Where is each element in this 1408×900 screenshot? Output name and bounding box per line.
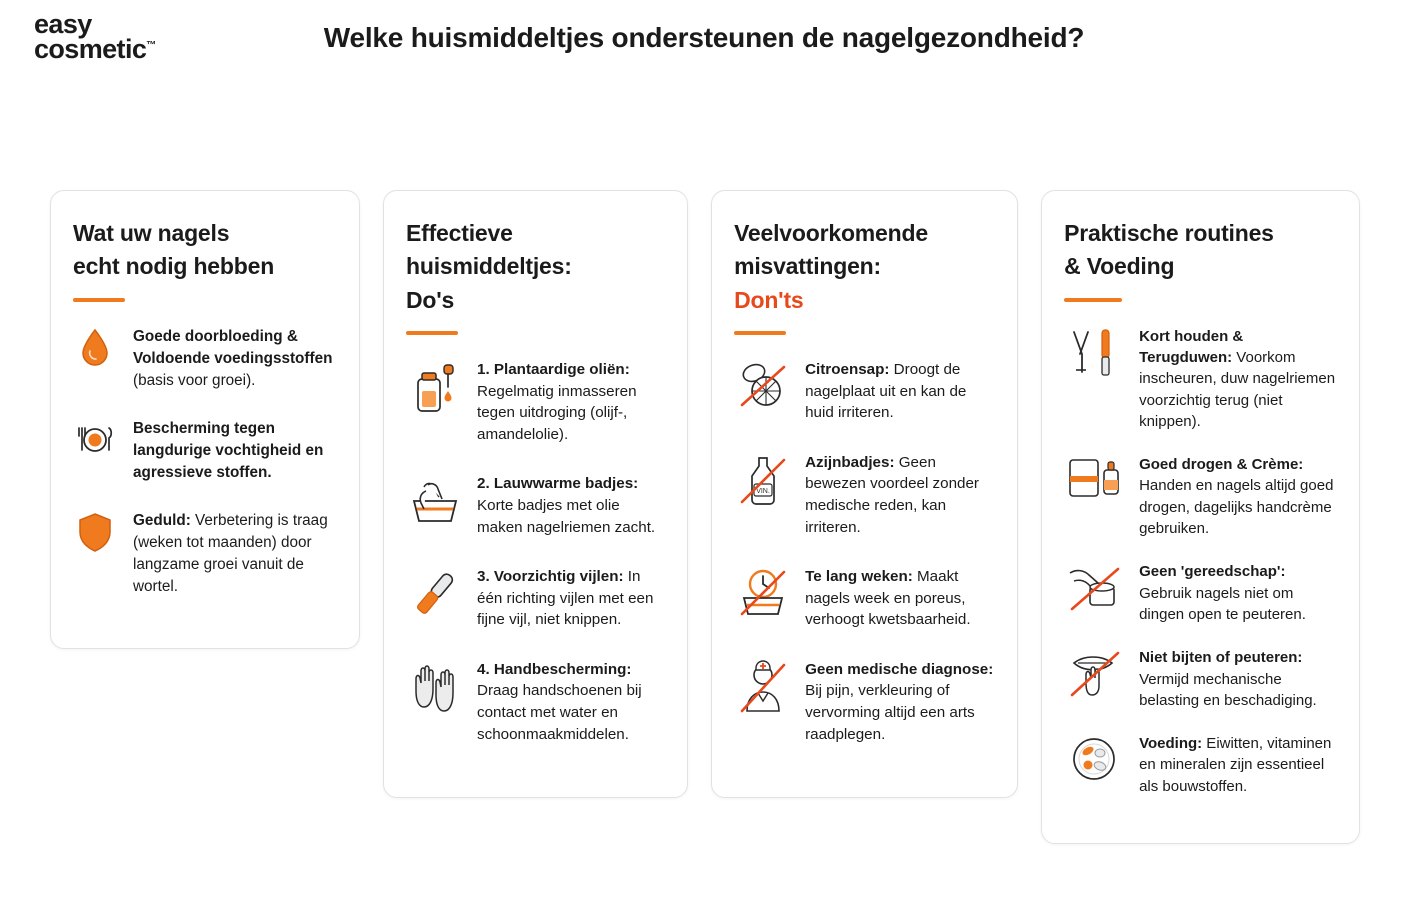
gloves-icon bbox=[406, 657, 464, 715]
list-item bbox=[734, 564, 995, 631]
list-item-bold: Geduld: bbox=[133, 511, 191, 529]
list-item-rest: Vermijd mechanische belasting en beschadiging. bbox=[1139, 670, 1317, 709]
soaking-timer-crossed-icon bbox=[734, 564, 792, 622]
list-item-text bbox=[805, 450, 995, 538]
list-item-bold: 2. Lauwwarme badjes: bbox=[477, 475, 639, 493]
list-item-text bbox=[133, 508, 337, 598]
list-item bbox=[734, 657, 995, 745]
trademark-symbol: ™ bbox=[146, 39, 157, 51]
page-title: Welke huismiddeltjes ondersteunen de nagelgezondheid? bbox=[323, 22, 1085, 53]
card-subtitle: Don'ts bbox=[734, 286, 804, 313]
list-item-text bbox=[477, 657, 665, 745]
card-title-line-1: Effectieve bbox=[406, 220, 513, 246]
list-item bbox=[734, 450, 995, 538]
card-misconceptions bbox=[711, 190, 1018, 798]
list-item-text bbox=[805, 564, 995, 631]
list-item-bold: Kort houden & Terugduwen: bbox=[1139, 327, 1244, 366]
list-item-rest: In één richting vijlen met een fijne vijl, niet knippen. bbox=[477, 568, 654, 629]
list-item-text bbox=[1139, 731, 1337, 797]
list-item-text bbox=[1139, 452, 1337, 539]
list-item-rest: Verbetering is traag (weken tot maanden) door langzame groei vanuit de wortel. bbox=[133, 511, 328, 595]
nutrition-plate-icon bbox=[1064, 731, 1126, 785]
list-item-text bbox=[133, 324, 337, 392]
list-item-bold: Geen medische diagnose: bbox=[805, 660, 994, 678]
list-item-text bbox=[477, 471, 665, 538]
list-item-rest: Droogt de nagelplaat uit en kan de huid irriteren. bbox=[805, 361, 967, 422]
list-item-text bbox=[805, 657, 995, 745]
list-item-bold: 1. Plantaardige oliën: bbox=[477, 361, 630, 379]
list-item-rest: Bij pijn, verkleuring of vervorming altijd een arts raadplegen. bbox=[805, 682, 975, 743]
card-title-line-2: huismiddeltjes: bbox=[406, 253, 572, 280]
list-item-rest: Voorkom inscheuren, duw nagelriemen voorzichtig terug (niet knippen). bbox=[1139, 348, 1336, 430]
list-item-rest: Maakt nagels week en poreus, verhoogt kwetsbaarheid. bbox=[805, 568, 971, 629]
list-item bbox=[1064, 324, 1337, 432]
card-title bbox=[406, 217, 665, 317]
title-underline bbox=[73, 298, 125, 302]
list-item bbox=[406, 471, 665, 538]
card-effective-remedies bbox=[383, 190, 688, 798]
card-routines-nutrition bbox=[1041, 190, 1360, 844]
list-item-bold: Azijnbadjes: bbox=[805, 453, 895, 471]
blood-drop-icon bbox=[73, 324, 117, 370]
list-item-text bbox=[805, 357, 995, 424]
list-item-text bbox=[477, 564, 665, 631]
oil-dropper-bottle-icon bbox=[406, 357, 464, 415]
list-item bbox=[73, 324, 337, 392]
towel-lotion-icon bbox=[1064, 452, 1126, 506]
title-underline bbox=[406, 331, 458, 335]
list-item-text bbox=[1139, 559, 1337, 625]
card-title bbox=[734, 217, 995, 317]
card-title-line-2: & Voeding bbox=[1064, 253, 1175, 280]
list-item bbox=[734, 357, 995, 424]
card-title-line-1: Wat uw nagels bbox=[73, 220, 230, 246]
list-item-bold: Geen 'gereedschap': bbox=[1139, 563, 1286, 581]
vinegar-bottle-crossed-icon bbox=[734, 450, 792, 508]
list-item-rest: Eiwitten, vitaminen en mineralen zijn essentieel als bouwstoffen. bbox=[1139, 735, 1332, 795]
list-item-rest: Draag handschoenen bij contact met water en schoonmaakmiddelen. bbox=[477, 682, 642, 743]
card-title-line-2: misvattingen: bbox=[734, 253, 881, 280]
list-item bbox=[1064, 452, 1337, 539]
logo-line-2: cosmetic bbox=[34, 33, 147, 64]
list-item-bold: Te lang weken: bbox=[805, 568, 913, 586]
card-subtitle: Do's bbox=[406, 286, 455, 313]
list-item-bold: Niet bijten of peuteren: bbox=[1139, 649, 1303, 667]
list-item-rest: Gebruik nagels niet om dingen open te peuteren. bbox=[1139, 584, 1306, 623]
list-item-rest: (basis voor groei). bbox=[133, 371, 256, 389]
cutlery-plate-icon bbox=[73, 416, 117, 462]
title-underline bbox=[734, 331, 786, 335]
card-title-line-1: Praktische routines bbox=[1064, 220, 1274, 246]
list-item-bold: 3. Voorzichtig vijlen: bbox=[477, 568, 624, 586]
list-item-text bbox=[477, 357, 665, 445]
list-item-text bbox=[133, 416, 337, 484]
svg-text:VIN.: VIN. bbox=[756, 487, 770, 495]
list-item bbox=[406, 564, 665, 631]
list-item-rest: Korte badjes met olie maken nagelriemen zacht. bbox=[477, 496, 656, 536]
list-item-text bbox=[1139, 645, 1337, 711]
nail-file-icon bbox=[406, 564, 464, 622]
list-item bbox=[406, 657, 665, 745]
doctor-crossed-icon bbox=[734, 657, 792, 715]
card-title bbox=[73, 217, 337, 284]
opening-can-crossed-icon bbox=[1064, 559, 1126, 613]
list-item-rest: Handen en nagels altijd goed drogen, dagelijks handcrème gebruiken. bbox=[1139, 477, 1334, 538]
list-item-text bbox=[1139, 324, 1337, 432]
cards-container bbox=[50, 190, 1360, 844]
shield-icon bbox=[73, 508, 117, 554]
list-item-bold: Citroensap: bbox=[805, 361, 890, 379]
list-item bbox=[73, 416, 337, 484]
list-item-bold: 4. Handbescherming: bbox=[477, 660, 632, 678]
list-item bbox=[406, 357, 665, 445]
nail-biting-crossed-icon bbox=[1064, 645, 1126, 699]
nail-clipper-cuticle-pusher-icon bbox=[1064, 324, 1126, 378]
card-title-line-1: Veelvoorkomende bbox=[734, 220, 928, 246]
list-item-rest: Regelmatig inmasseren tegen uitdroging (olijf-, amandelolie). bbox=[477, 382, 637, 443]
list-item-bold: Bescherming tegen langdurige vochtigheid en agressieve stoffen. bbox=[133, 419, 324, 481]
hand-bath-bowl-icon bbox=[406, 471, 464, 529]
lemon-crossed-icon bbox=[734, 357, 792, 415]
title-underline bbox=[1064, 298, 1122, 302]
logo-line-1: easy bbox=[34, 9, 92, 39]
page-header bbox=[0, 0, 1408, 92]
list-item-bold: Goede doorbloeding & Voldoende voedingsstoffen bbox=[133, 327, 333, 367]
list-item-bold: Voeding: bbox=[1139, 735, 1203, 753]
card-title-line-2: echt nodig hebben bbox=[73, 253, 275, 280]
list-item bbox=[1064, 559, 1337, 625]
list-item-rest: Geen bewezen voordeel zonder medische reden, kan irriteren. bbox=[805, 453, 979, 536]
list-item bbox=[73, 508, 337, 598]
list-item-bold: Goed drogen & Crème: bbox=[1139, 456, 1304, 474]
list-item bbox=[1064, 731, 1337, 797]
card-nail-needs bbox=[50, 190, 360, 649]
card-title bbox=[1064, 217, 1337, 284]
list-item bbox=[1064, 645, 1337, 711]
